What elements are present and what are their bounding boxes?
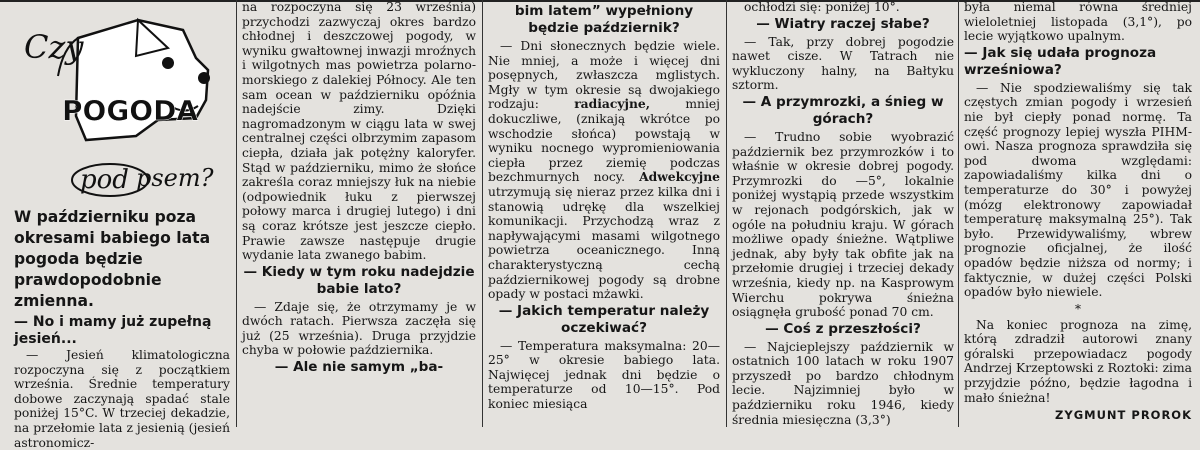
column-1 <box>8 0 232 450</box>
logo-psem-text: psem? <box>136 164 214 192</box>
column-rule <box>726 0 727 427</box>
question-przeszlosc: — Coś z przeszłości? <box>765 320 921 337</box>
col4-text-1: — Tak, przy dobrej pogodzie nawet cisze. W Tatrach nie wykluczony halny, na Bałtyku sztorm. <box>732 34 954 93</box>
col5-text-2: Na koniec prognoza na zimę, którą zdradził autorowi znany góralski przepowiadacz pogody Andrzej Krzeptowski z Roztoki: zima przyjdzie późno, będzie łagodna i mało śnieżna! <box>964 317 1192 405</box>
col3-text-1: — Dni słonecznych będzie wiele. Nie mniej, a może i więcej dni posępnych, zwłaszcza mglistych. Mgły w tym okresie są dwojakiego rodzaju: radiacyjne, mniej dokuczliwe, (znikają wkrótce po wschodzie słońca) powstają w wyniku nocnego wypromieniowania ciepła przez ziemię podczas bezchmurnych nocy. Adwekcyjne utrzymują się nieraz przez kilka dni i stanowią udrękę dla wszelkiej komunikacji. Przychodzą wraz z napływającymi masami wilgotnego powietrza oceanicznego. Inną charakterystyczną cechą październikowej pogody są drobne opady w postaci mżawki. <box>488 39 720 302</box>
keyword-radiacyjne: radiacyjne, <box>574 96 651 112</box>
question-prognoza-wrzesniowa: — Jak się udała prognoza wrześniowa? <box>964 44 1157 78</box>
column-5 <box>964 0 1192 427</box>
column-rule <box>958 0 959 427</box>
col5-text-0: była niemal równa średniej wieloletniej listopada (3,1°), po lecie wyjątkowo upalnym. <box>964 0 1192 44</box>
column-2 <box>242 0 476 427</box>
pogoda-pod-psem-logo <box>18 8 218 203</box>
logo-pogoda-text: POGODA <box>62 94 199 127</box>
question-kiedy: — Kiedy w tym roku nadejdzie babie lato? <box>243 263 475 297</box>
question-temperatur: — Jakich temperatur należy oczekiwać? <box>498 302 710 336</box>
col2-text-1: na rozpoczyna się 23 września) przychodzi zazwyczaj okres bardzo chłodnej i deszczowej pogody, w wyniku gwałtownej inwazji mroźnych i wilgotnych mas powietrza polarno-morskiego z dalekiej Północy. Ale ten sam ocean w październiku opóźnia nadejście zimy. Dzięki nagromadzonym w ciągu lata w swej centralnej części olbrzymim zapasom ciepła, działa jak potężny kaloryfer. Stąd w październiku, mimo że słońce zakreśla coraz mniejszy łuk na niebie (odpowiednik łuku z pierwszej połowy marca i drugiej lutego) i dni są coraz krótsze jest jeszcze ciepło. Prawie zawsze następuje drugie wydanie lata zwanego babim. <box>242 0 476 263</box>
column-4 <box>732 0 954 427</box>
col2-text-2: — Zdaje się, że otrzymamy je w dwóch ratach. Pierwsza zaczęła się już (25 września). Druga przyjdzie chyba w połowie października. <box>242 299 476 358</box>
author-signature: ZYGMUNT PROROK <box>1055 408 1192 423</box>
section-star: * <box>1075 301 1081 316</box>
logo-pod-text: pod <box>80 165 129 195</box>
question-ale-nie: — Ale nie samym „ba- <box>274 359 444 376</box>
question-przymrozki: — A przymrozki, a śnieg w górach? <box>742 93 944 127</box>
lead-paragraph: W październiku poza okresami babiego lata pogoda będzie prawdopodobnie zmienna. <box>14 208 211 310</box>
col1-text: — Jesień klimatologiczna rozpoczyna się z początkiem września. Średnie temperatury dobowe zaczynają spadać stale poniżej 15°C. W trzeciej dekadzie, na przełomie lata z jesienią (jesień astronomicz- <box>14 348 230 450</box>
question-wiatry: — Wiatry raczej słabe? <box>756 15 930 32</box>
question-babim-latem: bim latem” wypełniony będzie październik? <box>514 3 694 36</box>
col4-text-2: — Trudno sobie wyobrazić październik bez przymrozków i to właśnie w okresie dobrej pogody. Przymrozki do —5°, lokalnie poniżej wystąpią przede wszystkim w rejonach podgórskich, jak w ogóle na południu kraju. W górach możliwe opady śnieżne. Wątpliwe jednak, aby były tak obfite jak na przełomie drugiej i trzeciej dekady września, kiedy np. na Kasprowym Wierchu pokrywa śnieżna osiągnęła grubość ponad 70 cm. <box>732 129 954 320</box>
column-rule <box>482 0 483 427</box>
column-3 <box>488 0 720 427</box>
col4-text-3: — Najcieplejszy październik w ostatnich 100 latach w roku 1907 przyszedł po bardzo chłodnym lecie. Najzimniej było w październiku roku 1946, kiedy średnia miesięczna (3,3°) <box>732 339 954 427</box>
keyword-adwekcyjne: Adwekcyjne <box>639 169 720 185</box>
col4-text-0: ochłodzi się: poniżej 10°. <box>744 0 900 14</box>
question-1: — No i mamy już zupełną jesień... <box>14 314 212 347</box>
col5-text-1: — Nie spodziewaliśmy się tak częstych zmian pogody i wrzesień nie był ciepły ponad normę. Ta część prognozy lepiej wyszła PIHM-owi. Nasza prognoza sprawdziła się pod dwoma względami: zapowiadaliśmy kilka dni o temperaturze do 30° i powyżej (mózg elektronowy zapowiadał temperaturę maksymalną 25°). Tak było. Przewidywaliśmy, wbrew prognozie oficjalnej, że ilość opadów będzie niższa od normy; i faktycznie, w dużej części Polski opadów było niewiele. <box>964 80 1192 300</box>
logo-czy-text: Czy <box>24 28 84 66</box>
col3-text-2: — Temperatura maksymalna: 20—25° w okresie babiego lata. Najwięcej jednak dni będzie o temperaturze od 10—15°. Pod koniec miesiąca <box>488 338 720 412</box>
column-rule <box>236 0 237 427</box>
